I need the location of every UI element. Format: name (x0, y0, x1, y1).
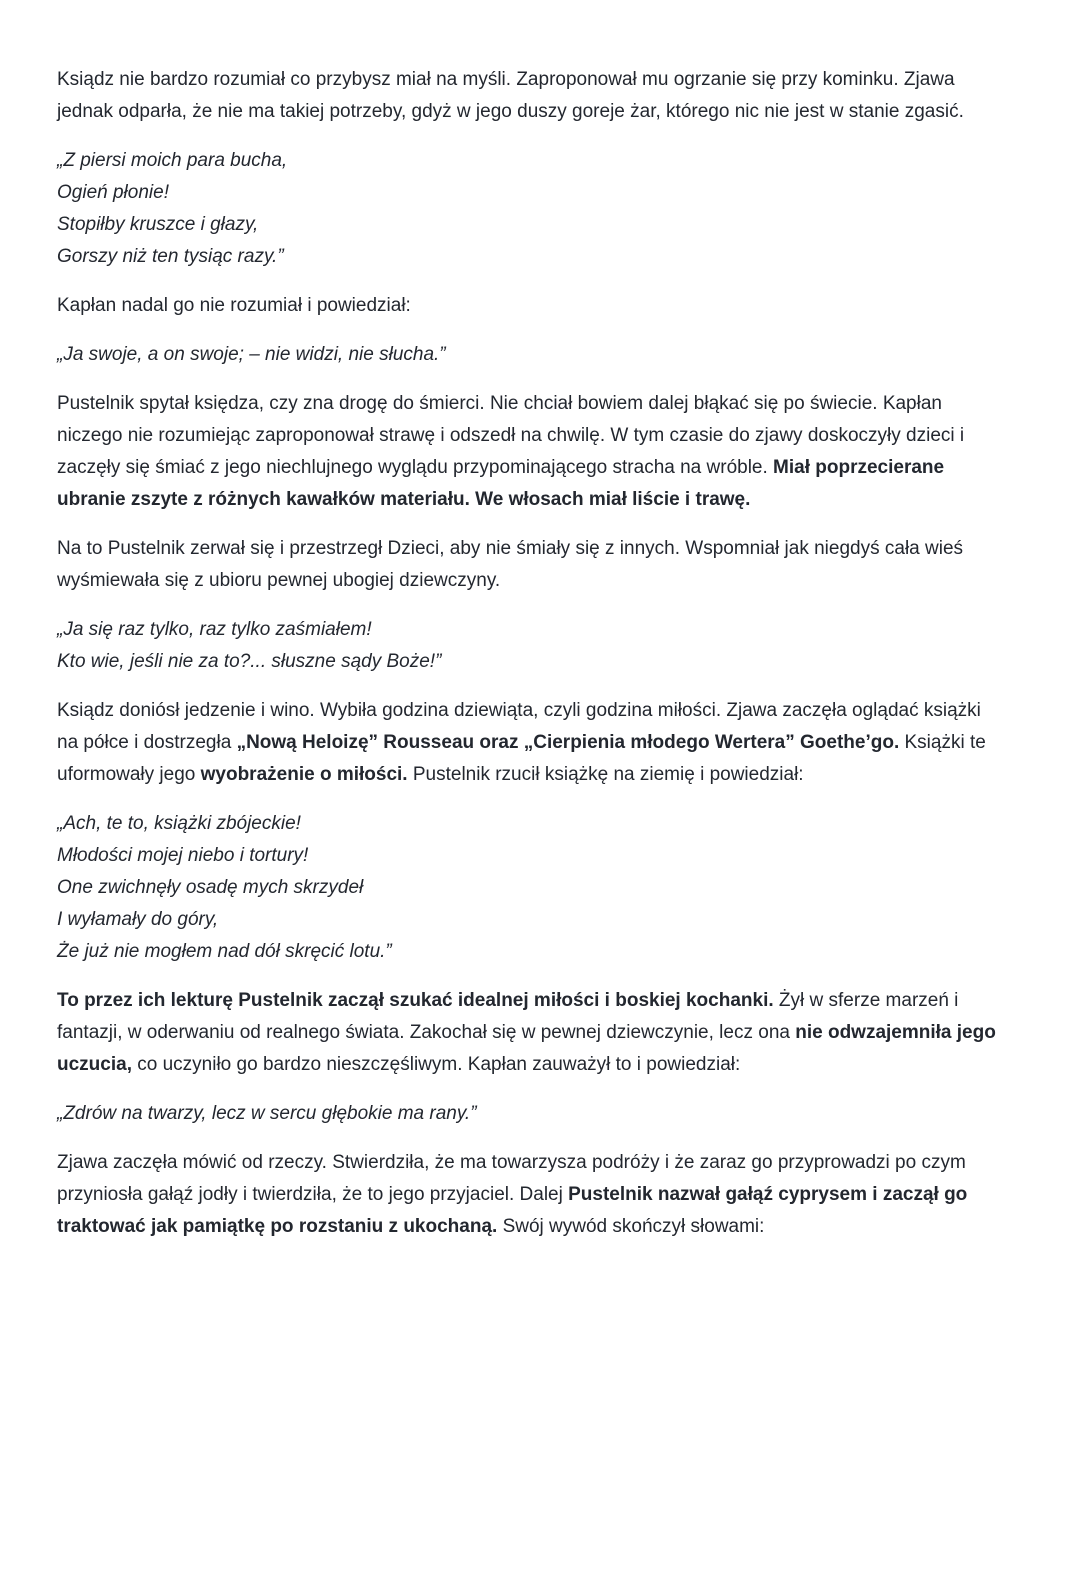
text-segment: Kapłan nadal go nie rozumiał i powiedział: (57, 295, 411, 316)
text-segment: Ksiądz doniósł jedzenie i wino. Wybiła godzina dziewiąta, czyli godzina miłości. Zjawa zaczęła oglądać książki na półce i dostrzegła (57, 700, 981, 753)
verse-line: Ogień płonie! (57, 182, 169, 203)
text-segment-bold: „Nową Heloizę” Rousseau oraz „Cierpienia młodego Wertera” Goethe’go. (236, 732, 900, 753)
verse-line: One zwichnęły osadę mych skrzydeł (57, 877, 364, 898)
text-segment-bold: wyobrażenie o miłości. (200, 764, 408, 785)
text-segment: co uczyniło go bardzo nieszczęśliwym. Kapłan zauważył to i powiedział: (131, 1054, 741, 1075)
text-segment-bold: To przez ich lekturę Pustelnik zaczął szukać idealnej miłości i boskiej kochanki. (57, 990, 774, 1011)
verse-line: „Ja swoje, a on swoje; – nie widzi, nie słucha.” (57, 344, 446, 365)
verse-line: „Zdrów na twarzy, lecz w sercu głębokie ma rany.” (57, 1103, 477, 1124)
verse-quote-zdrow-na-twarzy (57, 1098, 998, 1130)
verse-line: Gorszy niż ten tysiąc razy.” (57, 246, 284, 267)
paragraph-priest-misunderstanding (57, 64, 998, 128)
verse-line: Młodości mojej niebo i tortury! (57, 845, 309, 866)
text-segment-bold: Miał poprzecierane ubranie zszyte z różnych kawałków materiału. We włosach miał liście i trawę. (57, 457, 945, 510)
text-segment-bold: nie odwzajemniła jego uczucia, (57, 1022, 996, 1075)
paragraph-books-on-shelf (57, 695, 998, 791)
verse-line: Stopiłby kruszce i głazy, (57, 214, 259, 235)
verse-quote-fire-in-chest (57, 145, 998, 273)
verse-quote-raz-tylko (57, 614, 998, 678)
paragraph-priest-still-confused (57, 290, 998, 322)
verse-line: „Ach, te to, książki zbójeckie! (57, 813, 301, 834)
paragraph-hermit-warns-children (57, 533, 998, 597)
paragraph-hermit-road-to-death (57, 388, 998, 516)
verse-line: Kto wie, jeśli nie za to?... słuszne sądy Boże!” (57, 651, 442, 672)
text-segment: Książki te uformowały jego (57, 732, 986, 785)
verse-line: Że już nie mogłem nad dół skręcić lotu.” (57, 941, 392, 962)
verse-line: I wyłamały do góry, (57, 909, 219, 930)
paragraph-cypress-branch (57, 1147, 998, 1243)
text-segment: Zjawa zaczęła mówić od rzeczy. Stwierdziła, że ma towarzysza podróży i że zaraz go przyprowadzi po czym przyniosła gałąź jodły i twierdziła, że to jego przyjaciel. Dalej (57, 1152, 966, 1205)
verse-line: „Z piersi moich para bucha, (57, 150, 288, 171)
text-segment: Żył w sferze marzeń i fantazji, w oderwaniu od realnego świata. Zakochał się w pewnej dziewczynie, lecz ona (57, 990, 959, 1043)
text-segment-bold: Pustelnik nazwał gałąź cyprysem i zaczął go traktować jak pamiątkę po rozstaniu z ukochaną. (57, 1184, 968, 1237)
text-segment: Swój wywód skończył słowami: (497, 1216, 765, 1237)
verse-quote-ksiazki-zbojeckie (57, 808, 998, 968)
text-segment: Pustelnik rzucił książkę na ziemię i powiedział: (407, 764, 804, 785)
paragraph-ideal-love (57, 985, 998, 1081)
verse-line: „Ja się raz tylko, raz tylko zaśmiałem! (57, 619, 372, 640)
text-segment: Na to Pustelnik zerwał się i przestrzegł Dzieci, aby nie śmiały się z innych. Wspomniał jak niegdyś cała wieś wyśmiewała się z ubioru pewnej ubogiej dziewczyny. (57, 538, 964, 591)
verse-quote-ja-swoje (57, 339, 998, 371)
text-segment: Ksiądz nie bardzo rozumiał co przybysz miał na myśli. Zaproponował mu ogrzanie się przy kominku. Zjawa jednak odparła, że nie ma takiej potrzeby, gdyż w jego duszy goreje żar, którego nic nie jest w stanie zgasić. (57, 69, 964, 122)
text-segment: Pustelnik spytał księdza, czy zna drogę do śmierci. Nie chciał bowiem dalej błąkać się po świecie. Kapłan niczego nie rozumiejąc zaproponował strawę i odszedł na chwilę. W tym czasie do zjawy doskoczyły dzieci i zaczęły się śmiać z jego niechlujnego wyglądu przypominającego stracha na wróble. (57, 393, 965, 478)
